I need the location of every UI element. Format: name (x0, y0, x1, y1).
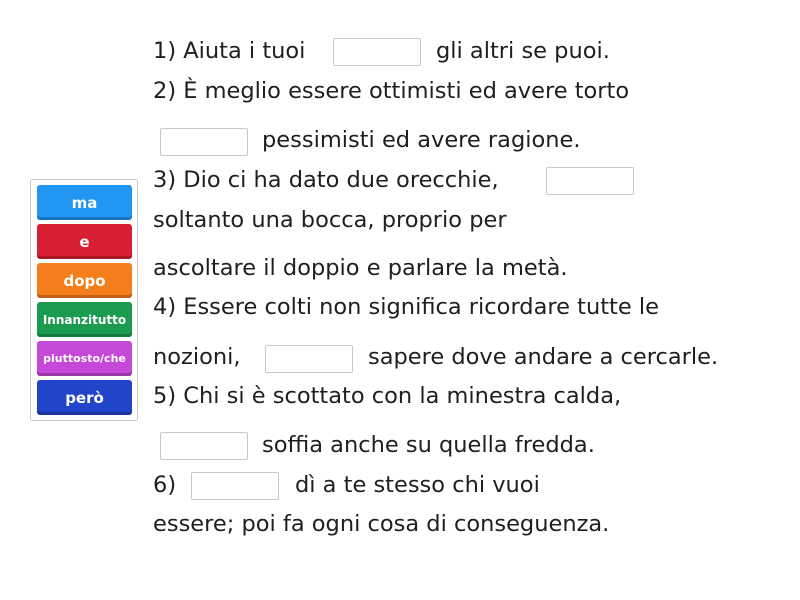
sentence-6-before: 6) (153, 472, 177, 498)
sentence-1-after: gli altri se puoi. (436, 38, 610, 64)
blank-5[interactable] (160, 432, 248, 460)
sentence-3-line-1: 3) Dio ci ha dato due orecchie, (153, 167, 499, 193)
sentence-1-before: 1) Aiuta i tuoi (153, 38, 306, 64)
blank-1[interactable] (333, 38, 421, 66)
tile-label: Innanzitutto (42, 312, 127, 327)
blank-3[interactable] (546, 167, 634, 195)
tile-label: piuttosto/che (43, 352, 126, 365)
blank-4[interactable] (265, 345, 353, 373)
sentence-2-after: pessimisti ed avere ragione. (262, 127, 581, 153)
tile-label: però (65, 388, 104, 407)
sentence-2-line-1: 2) È meglio essere ottimisti ed avere torto (153, 78, 630, 104)
tile-label: e (79, 232, 90, 251)
sentence-4-before: nozioni, (153, 344, 241, 370)
sentence-3-line-2: soltanto una bocca, proprio per (153, 207, 507, 233)
blank-6[interactable] (191, 472, 279, 500)
sentence-3-line-3: ascoltare il doppio e parlare la metà. (153, 255, 568, 281)
tile-label: ma (71, 193, 98, 212)
sentence-4-after: sapere dove andare a cercarle. (368, 344, 719, 370)
tile-label: dopo (63, 271, 106, 290)
sentence-4-line-1: 4) Essere colti non significa ricordare tutte le (153, 294, 659, 320)
sentence-5-after: soffia anche su quella fredda. (262, 432, 595, 458)
sentence-6-after: dì a te stesso chi vuoi (295, 472, 540, 498)
sentence-5-line-1: 5) Chi si è scottato con la minestra calda, (153, 383, 622, 409)
blank-2[interactable] (160, 128, 248, 156)
sentence-6-line-2: essere; poi fa ogni cosa di conseguenza. (153, 511, 610, 537)
